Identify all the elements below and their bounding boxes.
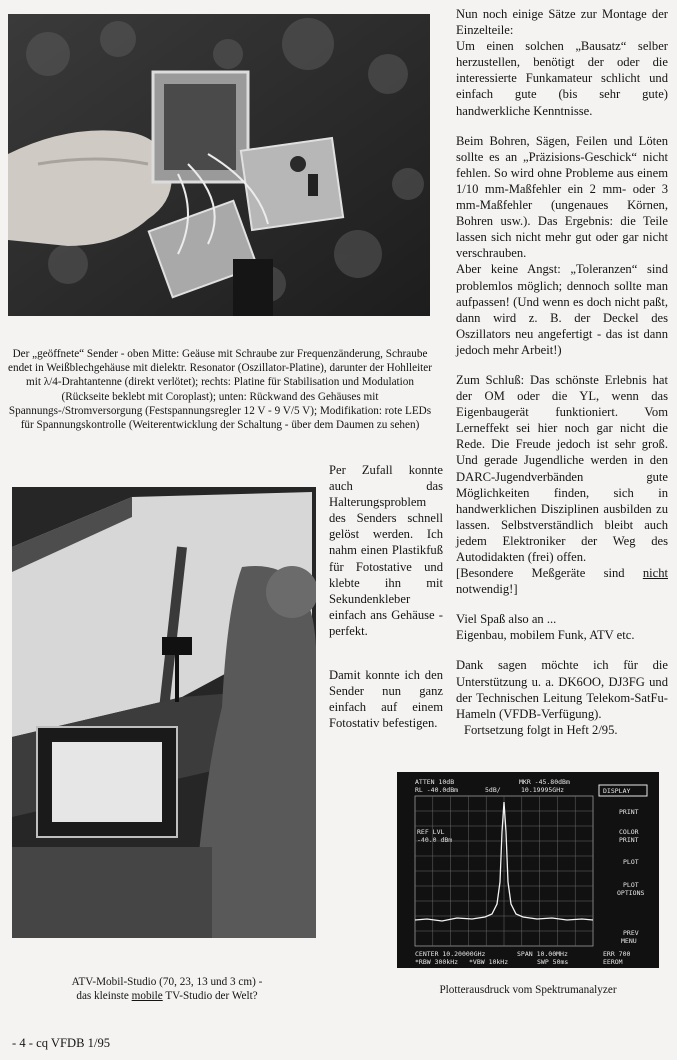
right-paragraph-7b: Eigenbau, mobilem Funk, ATV etc. <box>456 628 635 643</box>
right-paragraph-9: Fortsetzung folgt in Heft 2/95. <box>464 722 618 737</box>
right-paragraph-8: Dank sagen möchte ich für die Unterstützung u. a. DK6OO, DJ3FG und der Technischen Leitung Telekom-SatFu-Hameln (VFDB-Verfügung). <box>456 658 668 721</box>
right-p6-post: notwendig!] <box>456 582 518 597</box>
page-footer: - 4 - cq VFDB 1/95 <box>12 1036 111 1050</box>
spectrum-mkr1: MKR -45.80dBm <box>519 778 570 786</box>
spectrum-scale: 5dB/ <box>485 786 501 794</box>
softkey-color-2: PRINT <box>619 836 639 844</box>
caption-car-studio-underlined: mobile <box>131 990 163 1003</box>
softkey-display: DISPLAY <box>603 787 631 795</box>
spectrum-mkr2: 10.19995GHz <box>521 786 565 794</box>
caption-car-studio-post: TV-Studio der Welt? <box>162 990 258 1003</box>
spectrum-ref1: REF LVL <box>417 828 445 836</box>
right-column <box>456 6 668 738</box>
spectrum-rl: RL -40.0dBm <box>415 786 459 794</box>
caption-car-studio-line1: ATV-Mobil-Studio (70, 23, 13 und 3 cm) - <box>71 976 263 988</box>
softkey-plot: PLOT <box>623 858 639 866</box>
right-paragraph-5: Zum Schluß: Das schönste Erlebnis hat der OM oder die YL, wenn das Eigenbaugerät funktioniert. Vom Lerneffekt sei hier noch gar nicht die Rede. Die Freude jedoch ist sehr groß. Und gerade Jugendliche werden in den DARC-Jugendverbänden gute Möglichkeiten finden, sich in handwerklichen Disziplinen ausbilden zu lassen. Selbstverständlich bleibt auch jedem Elektroniker der Weg des Autodidakten (frei) offen. <box>456 372 668 564</box>
softkey-color-1: COLOR <box>619 828 639 836</box>
spectrum-plot <box>397 772 659 968</box>
photo-opened-transmitter <box>8 14 430 316</box>
spectrum-vbw: *VBW 10kHz <box>469 958 509 966</box>
photo-car-studio <box>12 487 316 938</box>
spectrum-rbw: *RBW 300kHz <box>415 958 459 966</box>
middle-paragraph-1: Per Zufall konnte auch das Halterungsproblem des Senders schnell gelöst werden. Ich nahm einen Plastikfuß für Fotostative und klebte ihn mit Sekundenkleber einfach ans Gehäuse - perfekt. <box>329 463 443 638</box>
right-p6-underlined: nicht <box>642 566 668 581</box>
softkey-prev-2: MENU <box>621 937 637 945</box>
spectrum-swp: SWP 50ms <box>537 958 569 966</box>
caption-spectrum: Plotterausdruck vom Spektrumanalyzer <box>439 984 617 996</box>
right-paragraph-7a: Viel Spaß also an ... <box>456 612 557 627</box>
caption-opened-transmitter: Der „geöffnete“ Sender - oben Mitte: Geäuse mit Schraube zur Frequenzänderung, Schraube endet in Weißblechgehäuse mit dielektr. Resonator (Oszillator-Platine), darunter der Hohlleiter mit λ/4-Drahtantenne (direkt verlötet); rechts: Platine für Stabilisation und Modulation (Rückseite beklebt mit Coroplast); unten: Rückwand des Gehäuses mit Spannungs-/Stromversorgung (Festspannungsregler 12 V - 9 V/5 V); Modifikation: rote LEDs für Spannungskontrolle (Weiterentwicklung der Schaltung - über dem Daumen zu sehen) <box>8 348 432 432</box>
softkey-print: PRINT <box>619 808 639 816</box>
spectrum-ref2: -40.0 dBm <box>417 836 453 844</box>
right-paragraph-2: Um einen solchen „Bausatz“ selber herzustellen, benötigt der oder die interessierte Funkamateur schlicht und einfach gute (bis sehr gute) handwerkliche Kenntnisse. <box>456 39 668 118</box>
caption-car-studio <box>8 975 326 1003</box>
right-paragraph-4: Aber keine Angst: „Toleranzen“ sind problemlos möglich; dennoch sollte man aufpassen! (Und wenn es doch nicht paßt, dann wird z. B. der Deckel des Oszillators neu angefertigt - das ist dann jedoch mehr Arbeit!) <box>456 262 668 357</box>
middle-paragraph-2: Damit konnte ich den Sender nun ganz einfach auf einem Fotostativ befestigen. <box>329 668 443 731</box>
softkey-prev-1: PREV <box>623 929 639 937</box>
right-paragraph-3: Beim Bohren, Sägen, Feilen und Löten sollte es an „Präzisions-Geschick“ nicht fehlen. So wird ohne Probleme aus einem 1/10 mm-Maßfehler ein 2 mm- oder 3 mm-Maßfehler (ungenaues Körnen, Bohren usw.). Das Ergebnis: die Teile lassen sich nicht mehr gut oder gar nicht verschrauben. <box>456 133 668 261</box>
spectrum-eerom: EEROM <box>603 958 623 966</box>
right-p6-pre: [Besondere Meßgeräte sind <box>456 566 643 581</box>
softkey-plot-options-1: PLOT <box>623 881 639 889</box>
spectrum-atten: ATTEN 10dB <box>415 778 455 786</box>
right-paragraph-6 <box>456 565 668 597</box>
spectrum-center: CENTER 10.20000GHz <box>415 950 486 958</box>
softkey-plot-options-2: OPTIONS <box>617 889 645 897</box>
spectrum-err: ERR 700 <box>603 950 631 958</box>
spectrum-span: SPAN 10.00MHz <box>517 950 568 958</box>
caption-car-studio-pre: das kleinste <box>76 990 132 1003</box>
right-paragraph-1: Nun noch einige Sätze zur Montage der Einzelteile: <box>456 7 668 38</box>
